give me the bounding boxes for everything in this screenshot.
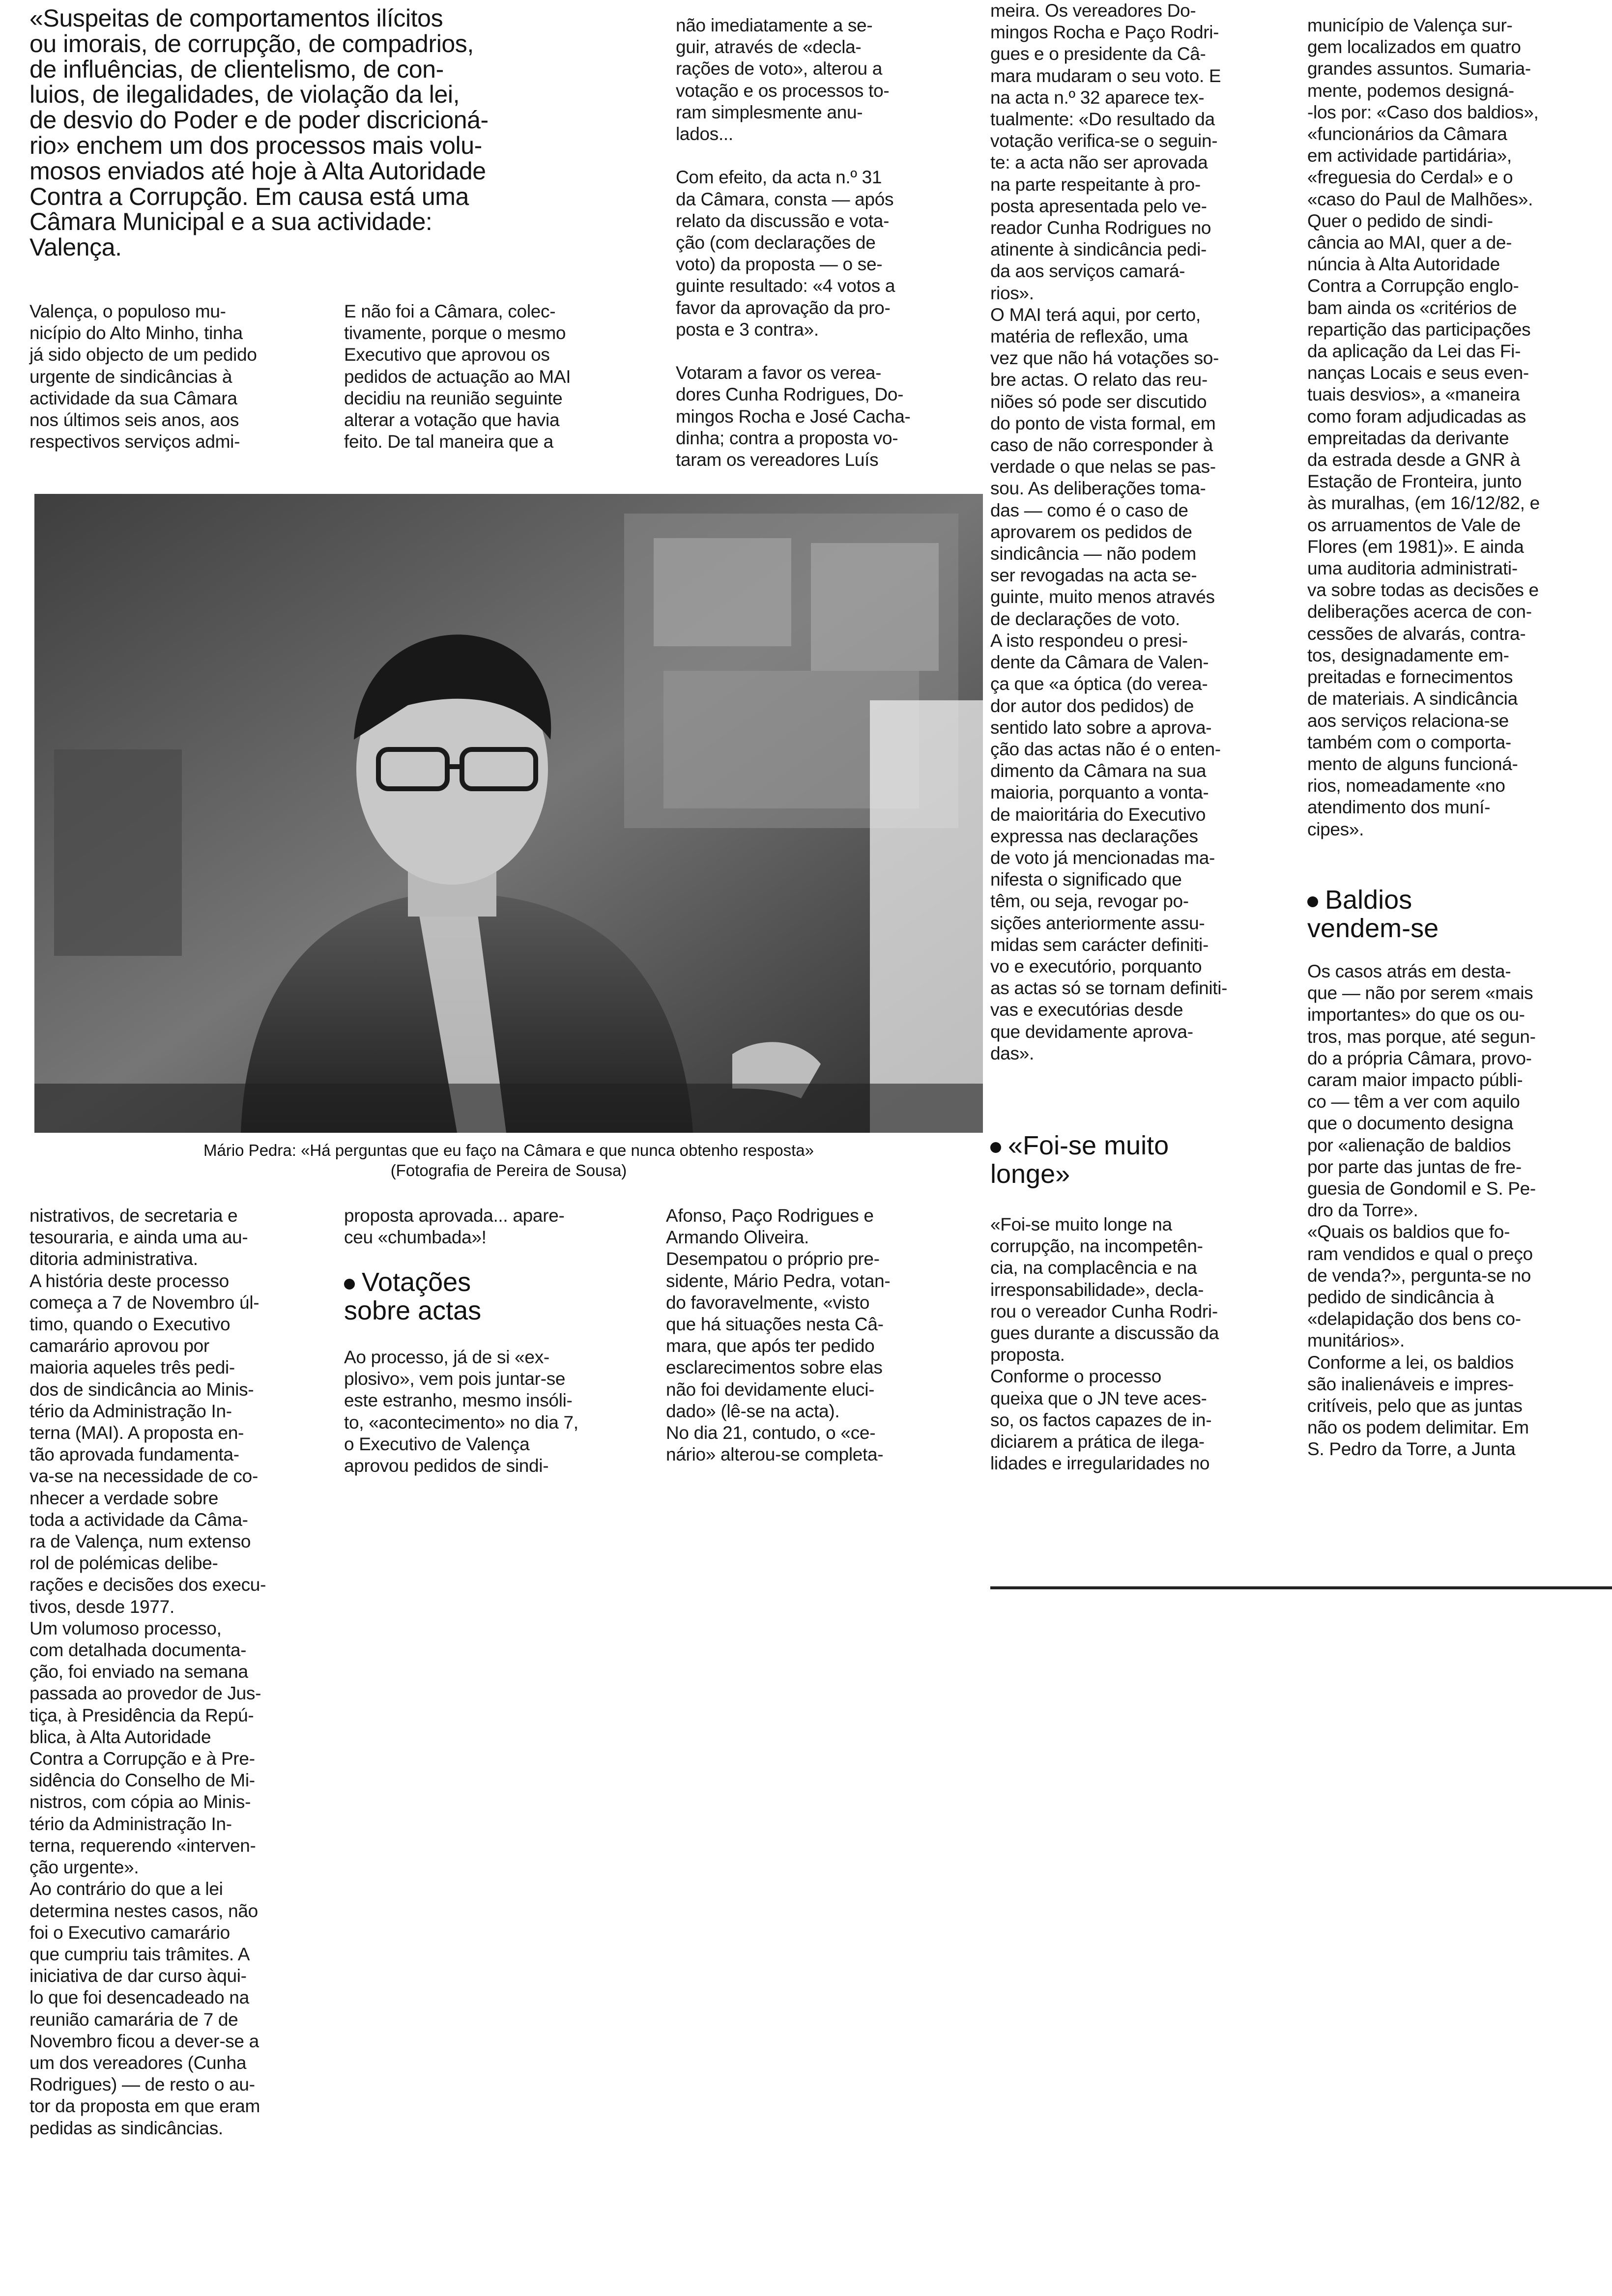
photo-scene bbox=[34, 494, 983, 1133]
subhead-text: Foi-se muito longe» bbox=[990, 1131, 1169, 1189]
subhead-foi-se-muito-longe bbox=[990, 1131, 1275, 1188]
bottom-divider bbox=[990, 1586, 1612, 1589]
bullet-icon bbox=[1307, 896, 1318, 907]
column-3-top: não imediatamente a se- guir, através de «decla- rações de voto», alterou a votação e os processos to- ram simplesmente anu- lados... Com efeito, da acta n.º 31 da Câmara, consta — após relato da discussão e vota- ção (com declarações de voto) da proposta — o se- guinte resultado: «4 votos a favor da aprovação da pro- posta e 3 contra». Votaram a favor os verea- dores Cunha Rodrigues, Do- mingos Rocha e José Cacha- dinha; contra a proposta vo- taram os vereadores Luís bbox=[676, 15, 911, 470]
subhead-text: Votações sobre actas bbox=[344, 1267, 482, 1325]
subhead-text: Baldios vendem-se bbox=[1307, 885, 1439, 943]
column-4: meira. Os vereadores Do- mingos Rocha e Paço Rodri- gues e o presidente da Câ- mara mudaram o seu voto. E na acta n.º 32 aparece tex- tualmente: «Do resultado da votação verifica-se o seguin- te: a acta não ser aprovada na parte respeitante à pro- posta apresentada pelo ve- reador Cunha Rodrigues no atinente à sindicância pedi- da aos serviços camará- rios». O MAI terá aqui, por certo, matéria de reflexão, uma vez que não há votações so- bre actas. O relato das reu- niões só pode ser discutido do ponto de vista formal, em caso de não corresponder à verdade o que nelas se pas- sou. As deliberações toma- das — como é o caso de aprovarem os pedidos de sindicância — não podem ser revogadas na acta se- guinte, muito menos através de declarações de voto. A isto respondeu o presi- dente da Câmara de Valen- ça que «a óptica (do verea- dor autor dos pedidos) de sentido lato sobre a aprova- ção das actas não é o enten- dimento da Câmara na sua maioria, porquanto a vonta- de maioritária do Executivo expressa nas declarações de voto já mencionadas ma- nifesta o significado que têm, ou seja, revogar po- sições anteriormente assu- midas sem carácter definiti- vo e executório, porquanto as actas só se tornam definiti- vas e executórias desde que devidamente aprova- das». bbox=[990, 0, 1228, 1063]
column-2-top: E não foi a Câmara, colec- tivamente, porque o mesmo Executivo que aprovou os pedidos de actuação ao MAI decidiu na reunião seguinte alterar a votação que havia feito. De tal maneira que a bbox=[344, 301, 571, 452]
column-5-after-subhead: Os casos atrás em desta- que — não por serem «mais importantes» do que os ou- tros, mas porque, até segun- do a própria Câmara, provo- caram maior impacto públi- co — têm a ver com aquilo que o documento designa por «alienação de baldios por parte das juntas de fre- guesia de Gondomil e S. Pe- dro da Torre». «Quais os baldios que fo- ram vendidos e qual o preço de venda?», pergunta-se no pedido de sindicância à «delapidação dos bens co- munitários». Conforme a lei, os baldios são inalienáveis e impres- critíveis, pelo que as juntas não os podem delimitar. Em S. Pedro da Torre, a Junta bbox=[1307, 961, 1536, 1460]
lower-column-1: nistrativos, de secretaria e tesouraria, e ainda uma au- ditoria administrativa. A história deste processo começa a 7 de Novembro úl- timo, quando o Executivo camarário aprovou por maioria aqueles três pedi- dos de sindicância ao Minis- tério da Administração In- terna (MAI). A proposta en- tão aprovada fundamenta- va-se na necessidade de co- nhecer a verdade sobre toda a actividade da Câma- ra de Valença, num extenso rol de polémicas delibe- rações e decisões dos execu- tivos, desde 1977. Um volumoso processo, com detalhada documenta- ção, foi enviado na semana passada ao provedor de Jus- tiça, à Presidência da Repú- blica, à Alta Autoridade Contra a Corrupção e à Pre- sidência do Conselho de Mi- nistros, com cópia ao Minis- tério da Administração In- terna, requerendo «interven- ção urgente». Ao contrário do que a lei determina nestes casos, não foi o Executivo camarário que cumpriu tais trâmites. A iniciativa de dar curso àqui- lo que foi desencadeado na reunião camarária de 7 de Novembro ficou a dever-se a um dos vereadores (Cunha Rodrigues) — de resto o au- tor da proposta em que eram pedidas as sindicâncias. bbox=[29, 1205, 266, 2138]
column-5: município de Valença sur- gem localizados em quatro grandes assuntos. Sumaria- mente, podemos designá- -los por: «Caso dos baldios», «funcionários da Câmara em actividade partidária», «freguesia do Cerdal» e o «caso do Paul de Malhões». Quer o pedido de sindi- cância ao MAI, quer a de- núncia à Alta Autoridade Contra a Corrupção englo- bam ainda os «critérios de repartição das participações da aplicação da Lei das Fi- nanças Locais e seus even- tuais desvios», a «maneira como foram adjudicadas as empreitadas da derivante da estrada desde a GNR à Estação de Fronteira, junto às muralhas, (em 16/12/82, e os arruamentos de Vale de Flores (em 1981)». E ainda uma auditoria administrati- va sobre todas as decisões e deliberações acerca de con- cessões de alvarás, contra- tos, designadamente em- preitadas e fornecimentos de materiais. A sindicância aos serviços relaciona-se também com o comporta- mento de alguns funcioná- rios, nomeadamente «no atendimento dos muní- cipes». bbox=[1307, 15, 1540, 839]
lead-paragraph: «Suspeitas de comportamentos ilícitos ou imorais, de corrupção, de compadrios, de influências, de clientelismo, de con- luios, de ilegalidades, de violação da lei, de desvio do Poder e de poder discricioná- rio» enchem um dos processos mais volu- mosos enviados até hoje à Alta Autoridade Contra a Corrupção. Em causa está uma Câmara Municipal e a sua actividade: Valença. bbox=[29, 4, 489, 261]
subhead-baldios bbox=[1307, 886, 1592, 943]
lower-column-3: Afonso, Paço Rodrigues e Armando Oliveira. Desempatou o próprio pre- sidente, Mário Pedra, votan- do favoravelmente, «visto que há situações nesta Câ- mara, que após ter pedido esclarecimentos sobre elas não foi devidamente eluci- dado» (lê-se na acta). No dia 21, contudo, o «ce- nário» alterou-se completa- bbox=[666, 1205, 891, 1465]
column-4-after-subhead: «Foi-se muito longe na corrupção, na incompetên- cia, na complacência e na irresponsabilidade», decla- rou o vereador Cunha Rodri- gues durante a discussão da proposta. Conforme o processo queixa que o JN teve aces- so, os factos capazes de in- diciarem a prática de ilega- lidades e irregularidades no bbox=[990, 1214, 1219, 1474]
caption-text: Mário Pedra: «Há perguntas que eu faço na Câmara e que nunca obtenho resposta» bbox=[203, 1141, 814, 1159]
photo-credit: (Fotografia de Pereira de Sousa) bbox=[390, 1161, 627, 1179]
subhead-votacoes-sobre-actas bbox=[344, 1268, 639, 1325]
photo-caption bbox=[34, 1140, 983, 1180]
lower-column-2-top: proposta aprovada... apare- ceu «chumbada»! bbox=[344, 1205, 565, 1248]
bullet-icon bbox=[344, 1279, 355, 1290]
column-1-top: Valença, o populoso mu- nicípio do Alto Minho, tinha já sido objecto de um pedido urgente de sindicâncias à actividade da sua Câmara nos últimos seis anos, aos respectivos serviços admi- bbox=[29, 301, 257, 452]
subhead-open-quote: « bbox=[1008, 1131, 1023, 1160]
lower-column-2-after-subhead: Ao processo, já de si «ex- plosivo», vem pois juntar-se este estranho, mesmo insóli- to, «acontecimento» no dia 7, o Executivo de Valença aprovou pedidos de sindi- bbox=[344, 1347, 578, 1476]
bullet-icon bbox=[990, 1142, 1001, 1153]
news-photograph bbox=[34, 494, 983, 1133]
